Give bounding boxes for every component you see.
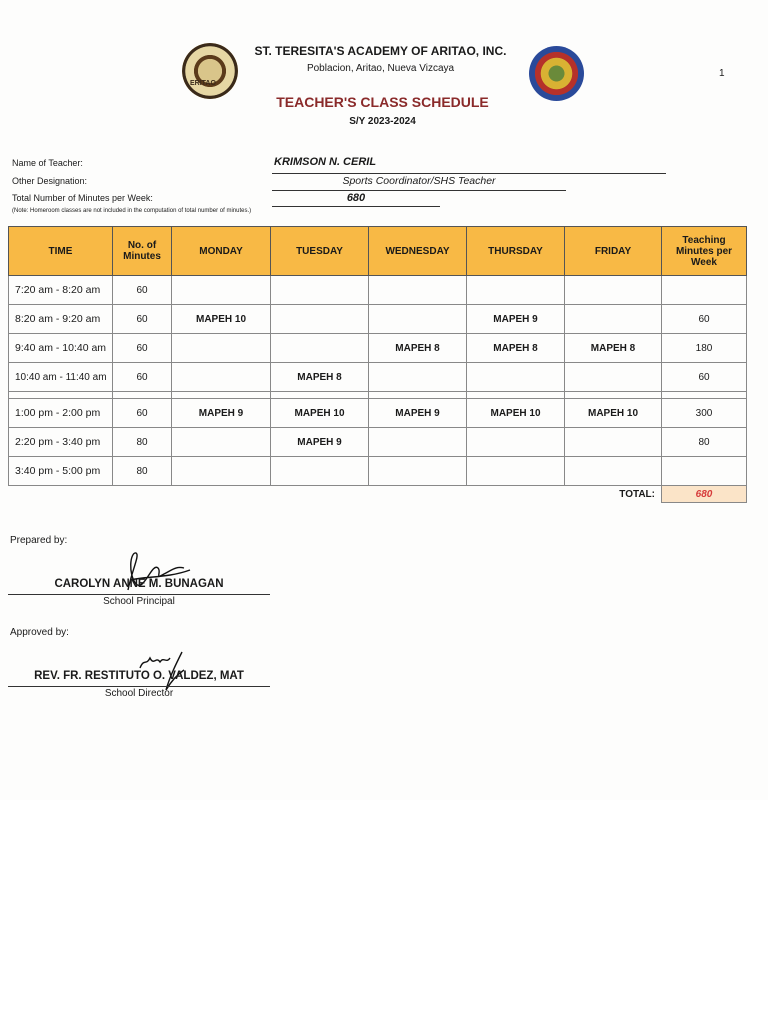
- tuesday-cell: MAPEH 8: [271, 363, 369, 392]
- tuesday-cell: [271, 305, 369, 334]
- wednesday-cell: [369, 428, 467, 457]
- wednesday-cell: [369, 457, 467, 486]
- tuesday-cell: [271, 276, 369, 305]
- teaching-minutes-cell: 80: [662, 428, 747, 457]
- friday-cell: [565, 363, 662, 392]
- teacher-name-underline: [272, 173, 666, 174]
- minutes-value: 680: [346, 192, 366, 204]
- tuesday-cell: [271, 457, 369, 486]
- header-monday: MONDAY: [172, 227, 271, 276]
- teaching-minutes-cell: 60: [662, 363, 747, 392]
- friday-cell: MAPEH 8: [565, 334, 662, 363]
- document-title: TEACHER'S CLASS SCHEDULE: [276, 94, 489, 110]
- director-role: School Director: [104, 688, 174, 699]
- monday-cell: [172, 428, 271, 457]
- header-time: TIME: [9, 227, 113, 276]
- minutes-underline: [272, 206, 440, 207]
- monday-cell: [172, 363, 271, 392]
- wednesday-cell: [369, 363, 467, 392]
- thursday-cell: [467, 363, 565, 392]
- principal-name: CAROLYN ANNE M. BUNAGAN: [54, 578, 224, 590]
- header-minutes: No. of Minutes: [113, 227, 172, 276]
- table-row: [9, 276, 747, 305]
- header-teaching-minutes: Teaching Minutes per Week: [662, 227, 747, 276]
- prepared-by-label: Prepared by:: [10, 535, 68, 546]
- time-cell: 8:20 am - 9:20 am: [9, 305, 113, 334]
- teaching-minutes-cell: 60: [662, 305, 747, 334]
- table-row: [9, 399, 747, 428]
- director-name: REV. FR. RESTITUTO O. VALDEZ, MAT: [34, 670, 244, 682]
- principal-signature-line: [8, 594, 270, 595]
- header-wednesday: WEDNESDAY: [369, 227, 467, 276]
- friday-cell: MAPEH 10: [565, 399, 662, 428]
- friday-cell: [565, 428, 662, 457]
- school-year: S/Y 2023-2024: [349, 116, 416, 127]
- header-tuesday: TUESDAY: [271, 227, 369, 276]
- tuesday-cell: MAPEH 10: [271, 399, 369, 428]
- monday-cell: [172, 276, 271, 305]
- page-number: 1: [719, 68, 725, 79]
- monday-cell: [172, 457, 271, 486]
- table-spacer-row: [9, 392, 747, 399]
- minutes-cell: 60: [113, 399, 172, 428]
- school-address: Poblacion, Aritao, Nueva Vizcaya: [306, 63, 455, 74]
- teaching-minutes-cell: [662, 457, 747, 486]
- minutes-cell: 80: [113, 457, 172, 486]
- teacher-name-label: Name of Teacher:: [12, 158, 83, 168]
- minutes-cell: 60: [113, 363, 172, 392]
- blank-area: [0, 800, 768, 1024]
- monday-cell: MAPEH 10: [172, 305, 271, 334]
- teaching-minutes-cell: 300: [662, 399, 747, 428]
- total-row: [9, 486, 747, 503]
- thursday-cell: MAPEH 8: [467, 334, 565, 363]
- wednesday-cell: MAPEH 8: [369, 334, 467, 363]
- homeroom-note: (Note: Homeroom classes are not included in the computation of total number of minutes.): [12, 208, 252, 214]
- minutes-cell: 60: [113, 334, 172, 363]
- friday-cell: [565, 305, 662, 334]
- principal-signature: [118, 550, 198, 598]
- monday-cell: MAPEH 9: [172, 399, 271, 428]
- school-name: ST. TERESITA'S ACADEMY OF ARITAO, INC.: [254, 44, 507, 58]
- tuesday-cell: [271, 334, 369, 363]
- table-header-row: [9, 227, 747, 276]
- school-seal-text: ERITAO: [190, 80, 216, 87]
- time-cell: 2:20 pm - 3:40 pm: [9, 428, 113, 457]
- total-label: TOTAL:: [9, 486, 662, 503]
- thursday-cell: MAPEH 10: [467, 399, 565, 428]
- minutes-label: Total Number of Minutes per Week:: [12, 193, 153, 203]
- tuesday-cell: MAPEH 9: [271, 428, 369, 457]
- minutes-cell: 60: [113, 305, 172, 334]
- thursday-cell: MAPEH 9: [467, 305, 565, 334]
- schedule-table: [8, 226, 747, 503]
- time-cell: 3:40 pm - 5:00 pm: [9, 457, 113, 486]
- header-thursday: THURSDAY: [467, 227, 565, 276]
- teaching-minutes-cell: [662, 276, 747, 305]
- director-signature-line: [8, 686, 270, 687]
- table-row: [9, 457, 747, 486]
- designation-value: Sports Coordinator/SHS Teacher: [342, 175, 496, 187]
- total-value: 680: [662, 486, 747, 503]
- principal-role: School Principal: [103, 596, 175, 607]
- monday-cell: [172, 334, 271, 363]
- time-cell: 10:40 am - 11:40 am: [9, 363, 113, 392]
- time-cell: 1:00 pm - 2:00 pm: [9, 399, 113, 428]
- wednesday-cell: [369, 276, 467, 305]
- thursday-cell: [467, 457, 565, 486]
- minutes-cell: 80: [113, 428, 172, 457]
- table-row: [9, 334, 747, 363]
- table-row: [9, 428, 747, 457]
- teacher-name-value: KRIMSON N. CERIL: [274, 156, 377, 168]
- teaching-minutes-cell: 180: [662, 334, 747, 363]
- table-row: [9, 363, 747, 392]
- table-row: [9, 305, 747, 334]
- friday-cell: [565, 457, 662, 486]
- emblem-logo: [529, 46, 584, 101]
- time-cell: 9:40 am - 10:40 am: [9, 334, 113, 363]
- designation-underline: [272, 190, 566, 191]
- thursday-cell: [467, 428, 565, 457]
- time-cell: 7:20 am - 8:20 am: [9, 276, 113, 305]
- wednesday-cell: [369, 305, 467, 334]
- approved-by-label: Approved by:: [10, 627, 69, 638]
- designation-label: Other Designation:: [12, 176, 88, 186]
- school-seal-logo: [182, 43, 238, 99]
- thursday-cell: [467, 276, 565, 305]
- friday-cell: [565, 276, 662, 305]
- header-friday: FRIDAY: [565, 227, 662, 276]
- minutes-cell: 60: [113, 276, 172, 305]
- wednesday-cell: MAPEH 9: [369, 399, 467, 428]
